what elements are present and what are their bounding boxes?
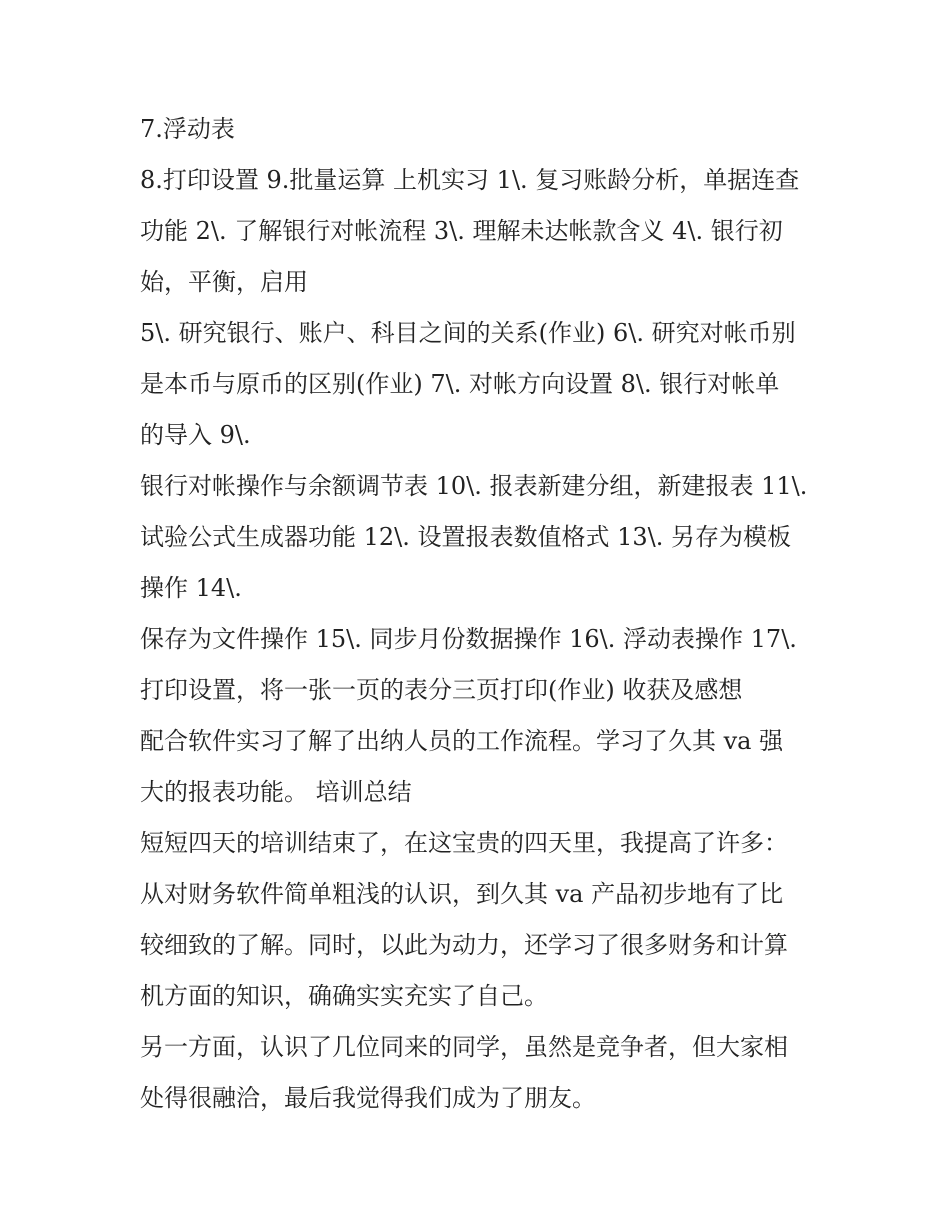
text-line: 大的报表功能。 培训总结 [140,778,412,806]
text-line: 另一方面，认识了几位同来的同学，虽然是竞争者，但大家相 [140,1033,788,1061]
text-line: 处得很融洽，最后我觉得我们成为了朋友。 [140,1084,596,1112]
text-line: 的导入 9\. [140,421,251,449]
text-line: 打印设置，将一张一页的表分三页打印(作业) 收获及感想 [140,676,743,704]
text-line: 较细致的了解。同时，以此为动力，还学习了很多财务和计算 [140,931,788,959]
document-body [140,104,820,1124]
text-line: 试验公式生成器功能 12\. 设置报表数值格式 13\. 另存为模板 [140,523,792,551]
text-line: 7.浮动表 [140,115,235,143]
text-line: 机方面的知识，确确实实充实了自己。 [140,982,548,1010]
text-line: 5\. 研究银行、账户、科目之间的关系(作业) 6\. 研究对帐币别 [140,319,796,347]
text-line: 配合软件实习了解了出纳人员的工作流程。学习了久其 va 强 [140,727,784,755]
text-line: 银行对帐操作与余额调节表 10\. 报表新建分组，新建报表 11\. [140,472,808,500]
text-line: 功能 2\. 了解银行对帐流程 3\. 理解未达帐款含义 4\. 银行初 [140,217,783,245]
text-line: 短短四天的培训结束了，在这宝贵的四天里，我提高了许多： [140,829,788,857]
text-line: 8.打印设置 9.批量运算 上机实习 1\. 复习账龄分析，单据连查 [140,166,800,194]
text-line: 从对财务软件简单粗浅的认识，到久其 va 产品初步地有了比 [140,880,784,908]
text-line: 始，平衡，启用 [140,268,308,296]
text-line: 是本币与原币的区别(作业) 7\. 对帐方向设置 8\. 银行对帐单 [140,370,780,398]
text-line: 保存为文件操作 15\. 同步月份数据操作 16\. 浮动表操作 17\. [140,625,797,653]
text-line: 操作 14\. [140,574,242,602]
